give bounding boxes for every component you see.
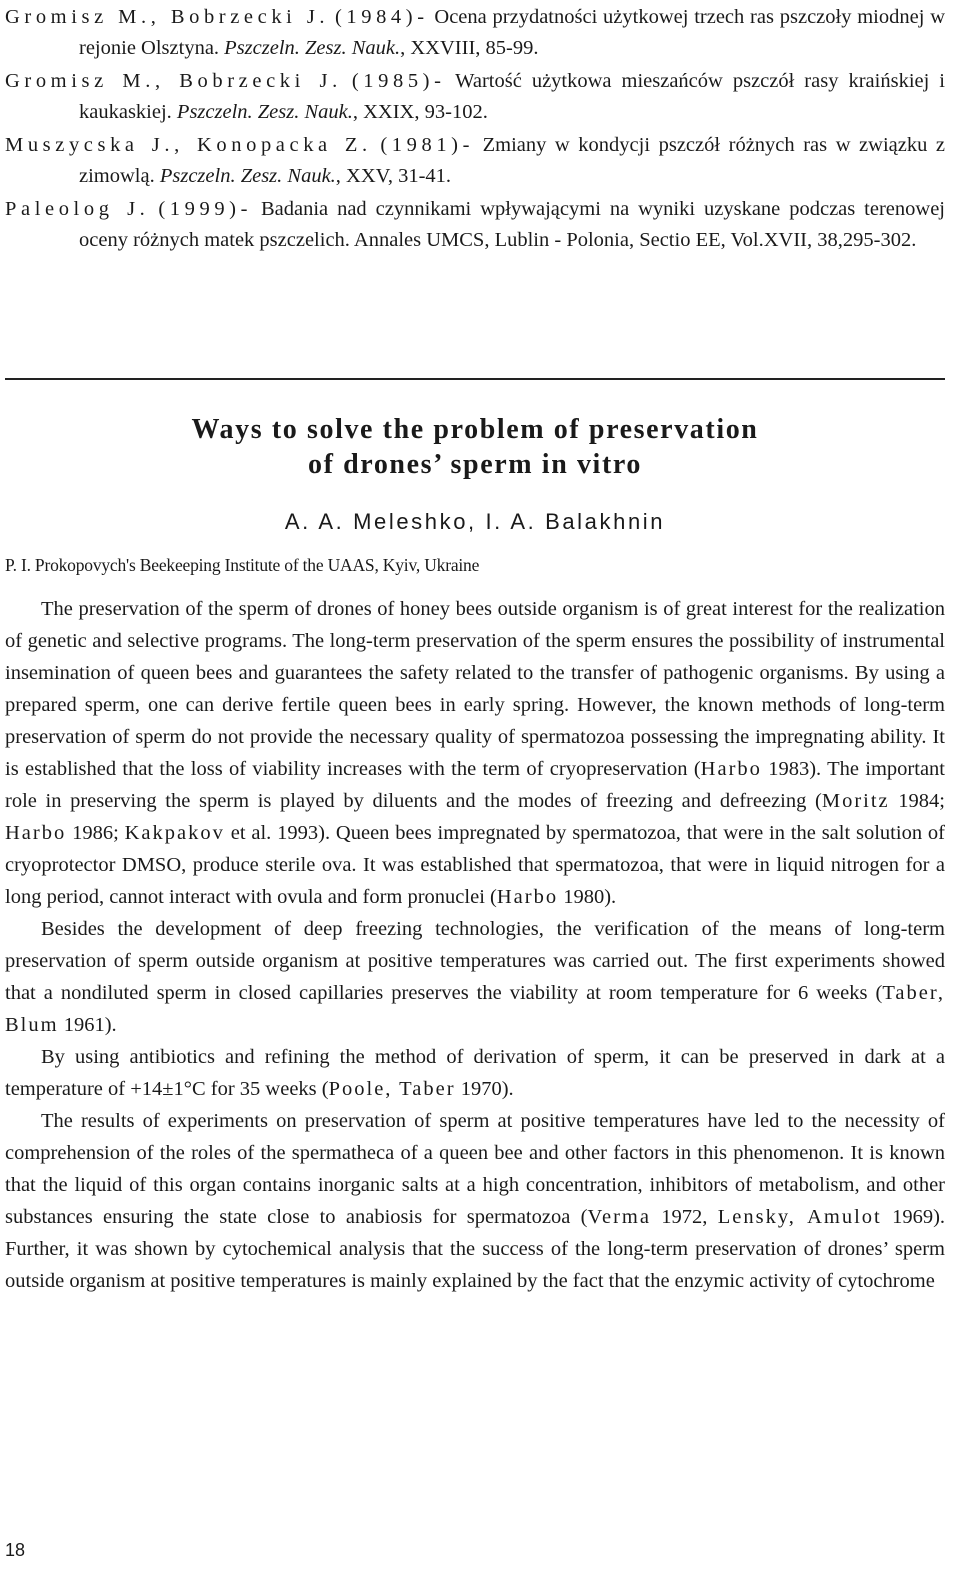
paragraph-text: 1970).	[455, 1078, 514, 1100]
section-divider	[5, 378, 945, 380]
paragraph-text: 1984;	[889, 790, 945, 812]
reference-journal: Pszczeln. Zesz. Nauk.	[176, 101, 353, 123]
reference-authors: Gromisz M., Bobrzecki J.	[5, 6, 330, 28]
body-paragraph	[5, 1105, 945, 1297]
reference-journal: Pszczeln. Zesz. Nauk.	[159, 165, 336, 187]
paragraph-text: 1980).	[558, 886, 617, 908]
citation-author: Moritz	[821, 790, 890, 812]
paragraph-text: 1986;	[66, 822, 125, 844]
paragraph-text: Besides the development of deep freezing technologies, the verification of the means of long-term preservation of sperm outside organism at positive temperatures was carried out. The first experiments showed that a nondiluted sperm in closed capillaries preserves the viability at room temperature for 6 weeks (	[5, 918, 945, 1004]
article-title	[5, 412, 945, 482]
reference-year: (1985)-	[351, 70, 446, 92]
paragraph-text: The results of experiments on preservation of sperm at positive temperatures have led to the necessity of comprehension of the roles of the spermatheca of a queen bee and other factors in this phenomenon. It is known that the liquid of this organ contains inorganic salts at a high concentration, inhibitors of metabolism, and other substances ensuring the state close to anabiosis for spermatozoa (	[5, 1110, 945, 1228]
reference-authors: Paleolog J.	[5, 198, 150, 220]
body-paragraph	[5, 1041, 945, 1105]
reference-authors: Gromisz M., Bobrzecki J.	[5, 70, 342, 92]
article-title-line-1: Ways to solve the problem of preservation	[191, 414, 759, 445]
reference-item	[5, 2, 945, 64]
citation-author: Harbo	[5, 822, 67, 844]
reference-year: (1981)-	[380, 134, 475, 156]
paragraph-text: 1969). Further, it was shown by cytochemical analysis that the success of the long-term preservation of drones’ sperm outside organism at positive temperatures is mainly explained by the fact that the enzymic activity of cytochrome	[5, 1206, 946, 1292]
page-number: 18	[5, 1540, 26, 1560]
reference-authors: Muszycska J., Konopacka Z.	[5, 134, 372, 156]
reference-year: (1999)-	[158, 198, 253, 220]
references-list	[5, 2, 945, 258]
paragraph-text: The preservation of the sperm of drones of honey bees outside organism is of great interest for the realization of genetic and selective programs. The long-term preservation of the sperm ensures the possibility of instrumental insemination of queen bees and guarantees the safety related to the transfer of pathogenic organisms. By using a prepared sperm, one can derive fertile queen bees in early spring. However, the known methods of long-term preservation of sperm do not provide the necessary quality of spermatozoa possessing the impregnating ability. It is established that the loss of viability increases with the term of cryopreservation (	[5, 598, 945, 780]
reference-text: Ocena przydatności użytkowej trzech ras pszczoły miodnej w rejonie Olsztyna.	[79, 6, 946, 59]
article-title-line-2: of drones’ sperm in vitro	[308, 449, 642, 480]
paragraph-text: 1983). The important role in preserving the sperm is played by diluents and the modes of freezing and defreezing (	[5, 758, 945, 812]
reference-volume-pages: , XXIX, 93-102.	[352, 101, 488, 123]
body-paragraph	[5, 913, 945, 1041]
reference-text: Wartość użytkowa mieszańców pszczół rasy kraińskiej i kaukaskiej.	[79, 70, 946, 123]
paragraph-text: 1961).	[58, 1014, 117, 1036]
article-body	[5, 593, 945, 1297]
article-authors: A. A. Meleshko, I. A. Balakhnin	[284, 509, 666, 534]
citation-author: Poole, Taber	[328, 1078, 456, 1100]
body-paragraph	[5, 593, 945, 913]
reference-text: Badania nad czynnikami wpływającymi na wyniki uzyskane podczas terenowej oceny różnych matek pszczelich. Annales UMCS, Lublin - Polonia, Sectio EE, Vol.XVII, 38,295-302.	[79, 198, 946, 251]
reference-text: Zmiany w kondycji pszczół różnych ras w związku z zimowlą.	[79, 134, 946, 187]
citation-author: Harbo	[700, 758, 762, 780]
paragraph-text: 1972,	[650, 1206, 718, 1228]
paragraph-text: By using antibiotics and refining the method of derivation of sperm, it can be preserved in dark at a temperature of +14±1°C for 35 weeks (	[5, 1046, 945, 1100]
reference-item	[5, 194, 945, 256]
citation-author: Lensky, Amulot	[717, 1206, 882, 1228]
paragraph-text: et al. 1993). Queen bees impregnated by spermatozoa, that were in the salt solution of cryoprotector DMSO, produce sterile ova. It was established that spermatozoa, that were in liquid nitrogen for a long period, cannot interact with ovula and form pronuclei (	[5, 822, 945, 908]
reference-item	[5, 130, 945, 192]
citation-author: Taber, Blum	[5, 982, 945, 1036]
citation-author: Kakpakov	[124, 822, 225, 844]
reference-volume-pages: , XXV, 31-41.	[335, 165, 452, 187]
reference-item	[5, 66, 945, 128]
reference-year: (1984)-	[334, 6, 429, 28]
reference-journal: Pszczeln. Zesz. Nauk.	[224, 37, 401, 59]
reference-volume-pages: , XXVIII, 85-99.	[400, 37, 539, 59]
citation-author: Harbo	[496, 886, 559, 908]
article-affiliation: P. I. Prokopovych's Beekeeping Institute of the UAAS, Kyiv, Ukraine	[5, 555, 480, 575]
citation-author: Verma	[587, 1206, 651, 1228]
